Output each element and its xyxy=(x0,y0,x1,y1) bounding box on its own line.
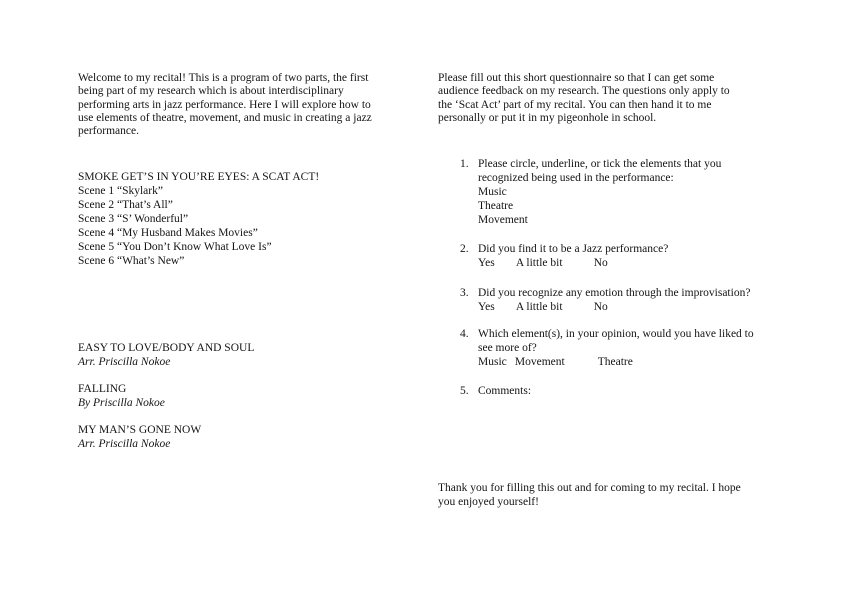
questionnaire-intro-paragraph xyxy=(438,72,730,125)
program-intro-line: being part of my research which is about interdisciplinary xyxy=(78,85,344,98)
questionnaire-intro-line: personally or put it in my pigeonhole in school. xyxy=(438,111,657,124)
question-5 xyxy=(460,384,531,398)
program-intro-paragraph xyxy=(78,72,372,138)
question-number: 4. xyxy=(460,328,469,340)
question-option: Movement xyxy=(478,214,528,226)
question-option: Yes xyxy=(478,301,495,313)
program-intro-line: use elements of theatre, movement, and music in creating a jazz xyxy=(78,111,372,124)
scene-item: Scene 4 “My Husband Makes Movies” xyxy=(78,227,258,239)
piece-title: FALLING xyxy=(78,383,127,395)
question-option: No xyxy=(593,257,608,269)
scat-act-section xyxy=(78,170,319,268)
question-text-line: recognized being used in the performance: xyxy=(478,172,674,184)
piece-title: MY MAN’S GONE NOW xyxy=(78,424,202,436)
piece-title: EASY TO LOVE/BODY AND SOUL xyxy=(78,342,255,354)
piece-entry xyxy=(78,423,201,451)
program-intro-line: performance. xyxy=(78,125,139,138)
question-text-line: Which element(s), in your opinion, would you have liked to xyxy=(478,328,754,340)
question-option: Theatre xyxy=(478,200,514,212)
question-option: A little bit xyxy=(515,257,563,269)
scene-item: Scene 6 “What’s New” xyxy=(78,255,185,267)
questionnaire-intro-line: Please fill out this short questionnaire so that I can get some xyxy=(438,72,715,84)
question-2 xyxy=(460,242,668,270)
closing-paragraph xyxy=(438,481,741,509)
question-number: 2. xyxy=(460,243,469,255)
question-option: Music xyxy=(478,186,507,198)
program-intro-line: Welcome to my recital! This is a program of two parts, the first xyxy=(78,72,369,84)
question-option: Theatre xyxy=(597,356,633,368)
scene-item: Scene 1 “Skylark” xyxy=(78,185,163,197)
question-number: 3. xyxy=(460,287,469,299)
scene-item: Scene 2 “That’s All” xyxy=(78,199,173,211)
question-3 xyxy=(460,286,750,314)
piece-entry xyxy=(78,382,165,410)
question-4 xyxy=(460,327,754,369)
question-1 xyxy=(460,157,721,227)
question-option: Music xyxy=(478,356,507,368)
question-text-line: see more of? xyxy=(478,342,537,354)
question-option: No xyxy=(593,301,608,313)
question-option: Yes xyxy=(478,257,495,269)
program-intro-line: performing arts in jazz performance. Here I will explore how to xyxy=(78,98,371,111)
question-text-line: Comments: xyxy=(478,385,532,397)
piece-entry xyxy=(78,341,254,369)
scene-item: Scene 3 “S’ Wonderful” xyxy=(78,213,189,225)
question-option: A little bit xyxy=(515,301,563,313)
question-text-line: Did you find it to be a Jazz performance? xyxy=(478,243,669,255)
question-number: 1. xyxy=(460,158,469,170)
question-text-line: Did you recognize any emotion through the improvisation? xyxy=(478,287,751,299)
questionnaire-intro-line: audience feedback on my research. The questions only apply to xyxy=(438,85,730,98)
piece-credit: By Priscilla Nokoe xyxy=(78,397,165,409)
closing-line: you enjoyed yourself! xyxy=(438,496,539,508)
question-number: 5. xyxy=(460,385,469,397)
scene-item: Scene 5 “You Don’t Know What Love Is” xyxy=(78,241,272,253)
questionnaire-intro-line: the ‘Scat Act’ part of my recital. You can then hand it to me xyxy=(438,98,712,111)
piece-credit: Arr. Priscilla Nokoe xyxy=(78,356,171,368)
question-option: Movement xyxy=(514,356,565,368)
closing-line: Thank you for filling this out and for coming to my recital. I hope xyxy=(438,482,741,494)
piece-credit: Arr. Priscilla Nokoe xyxy=(78,438,171,450)
question-text-line: Please circle, underline, or tick the elements that you xyxy=(478,158,722,170)
scat-act-title: SMOKE GET’S IN YOU’RE EYES: A SCAT ACT! xyxy=(78,171,320,183)
